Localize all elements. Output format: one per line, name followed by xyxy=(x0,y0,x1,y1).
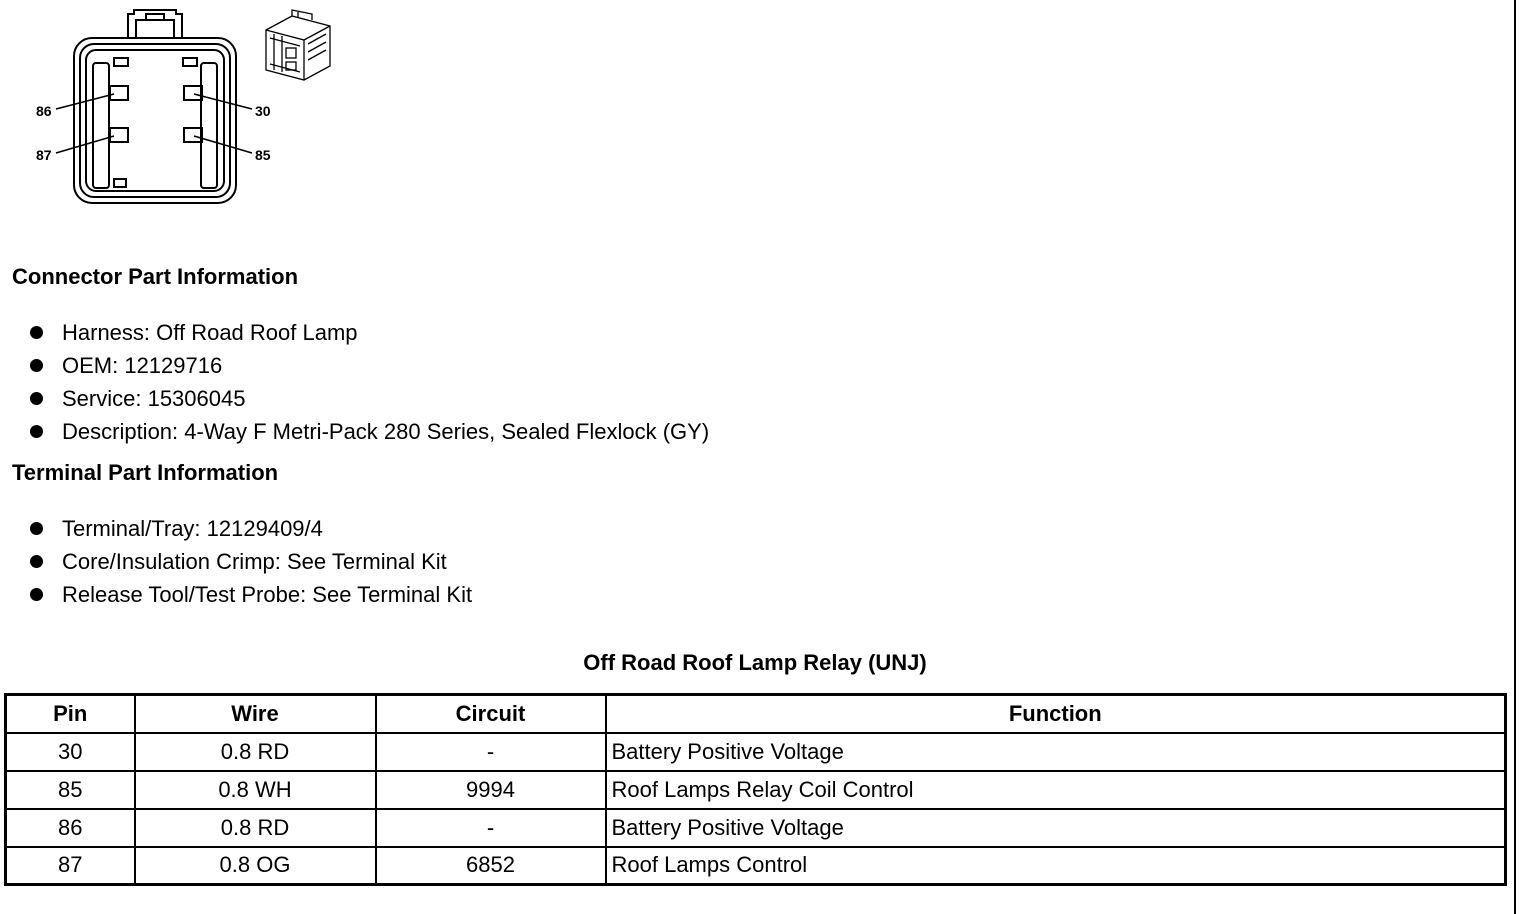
pin-label-87: 87 xyxy=(36,147,52,163)
list-item: Service: 15306045 xyxy=(28,382,709,415)
cell-pin: 86 xyxy=(6,809,135,847)
cell-function: Roof Lamps Relay Coil Control xyxy=(606,771,1506,809)
page-border xyxy=(1514,0,1516,914)
table-row xyxy=(6,847,1506,885)
connector-diagram xyxy=(30,8,370,208)
header-circuit: Circuit xyxy=(376,695,606,733)
list-item: Release Tool/Test Probe: See Terminal Kit xyxy=(28,578,472,611)
terminal-info-list xyxy=(28,512,472,611)
list-item: Terminal/Tray: 12129409/4 xyxy=(28,512,472,545)
cell-pin: 85 xyxy=(6,771,135,809)
list-item: OEM: 12129716 xyxy=(28,349,709,382)
header-wire: Wire xyxy=(135,695,376,733)
cell-wire: 0.8 WH xyxy=(135,771,376,809)
cell-circuit: - xyxy=(376,809,606,847)
table-row xyxy=(6,809,1506,847)
cell-pin: 30 xyxy=(6,733,135,771)
list-item: Harness: Off Road Roof Lamp xyxy=(28,316,709,349)
header-pin: Pin xyxy=(6,695,135,733)
cell-wire: 0.8 RD xyxy=(135,733,376,771)
terminal-info-heading: Terminal Part Information xyxy=(12,460,279,485)
cell-circuit: - xyxy=(376,733,606,771)
connector-info-list xyxy=(28,316,709,448)
connector-3d-icon xyxy=(266,10,330,80)
pin-label-30: 30 xyxy=(255,103,271,119)
cell-pin: 87 xyxy=(6,847,135,885)
table-title: Off Road Roof Lamp Relay (UNJ) xyxy=(583,650,927,675)
pin-label-86: 86 xyxy=(36,103,52,119)
cell-circuit: 6852 xyxy=(376,847,606,885)
cell-wire: 0.8 RD xyxy=(135,809,376,847)
list-item: Core/Insulation Crimp: See Terminal Kit xyxy=(28,545,472,578)
cell-function: Battery Positive Voltage xyxy=(606,733,1506,771)
cell-wire: 0.8 OG xyxy=(135,847,376,885)
list-item: Description: 4-Way F Metri-Pack 280 Series, Sealed Flexlock (GY) xyxy=(28,415,709,448)
pin-table xyxy=(4,693,1507,886)
table-row xyxy=(6,733,1506,771)
cell-function: Battery Positive Voltage xyxy=(606,809,1506,847)
table-header-row xyxy=(6,695,1506,733)
cell-function: Roof Lamps Control xyxy=(606,847,1506,885)
table-row xyxy=(6,771,1506,809)
pin-label-85: 85 xyxy=(255,147,271,163)
cell-circuit: 9994 xyxy=(376,771,606,809)
header-function: Function xyxy=(606,695,1506,733)
connector-info-heading: Connector Part Information xyxy=(12,264,299,289)
